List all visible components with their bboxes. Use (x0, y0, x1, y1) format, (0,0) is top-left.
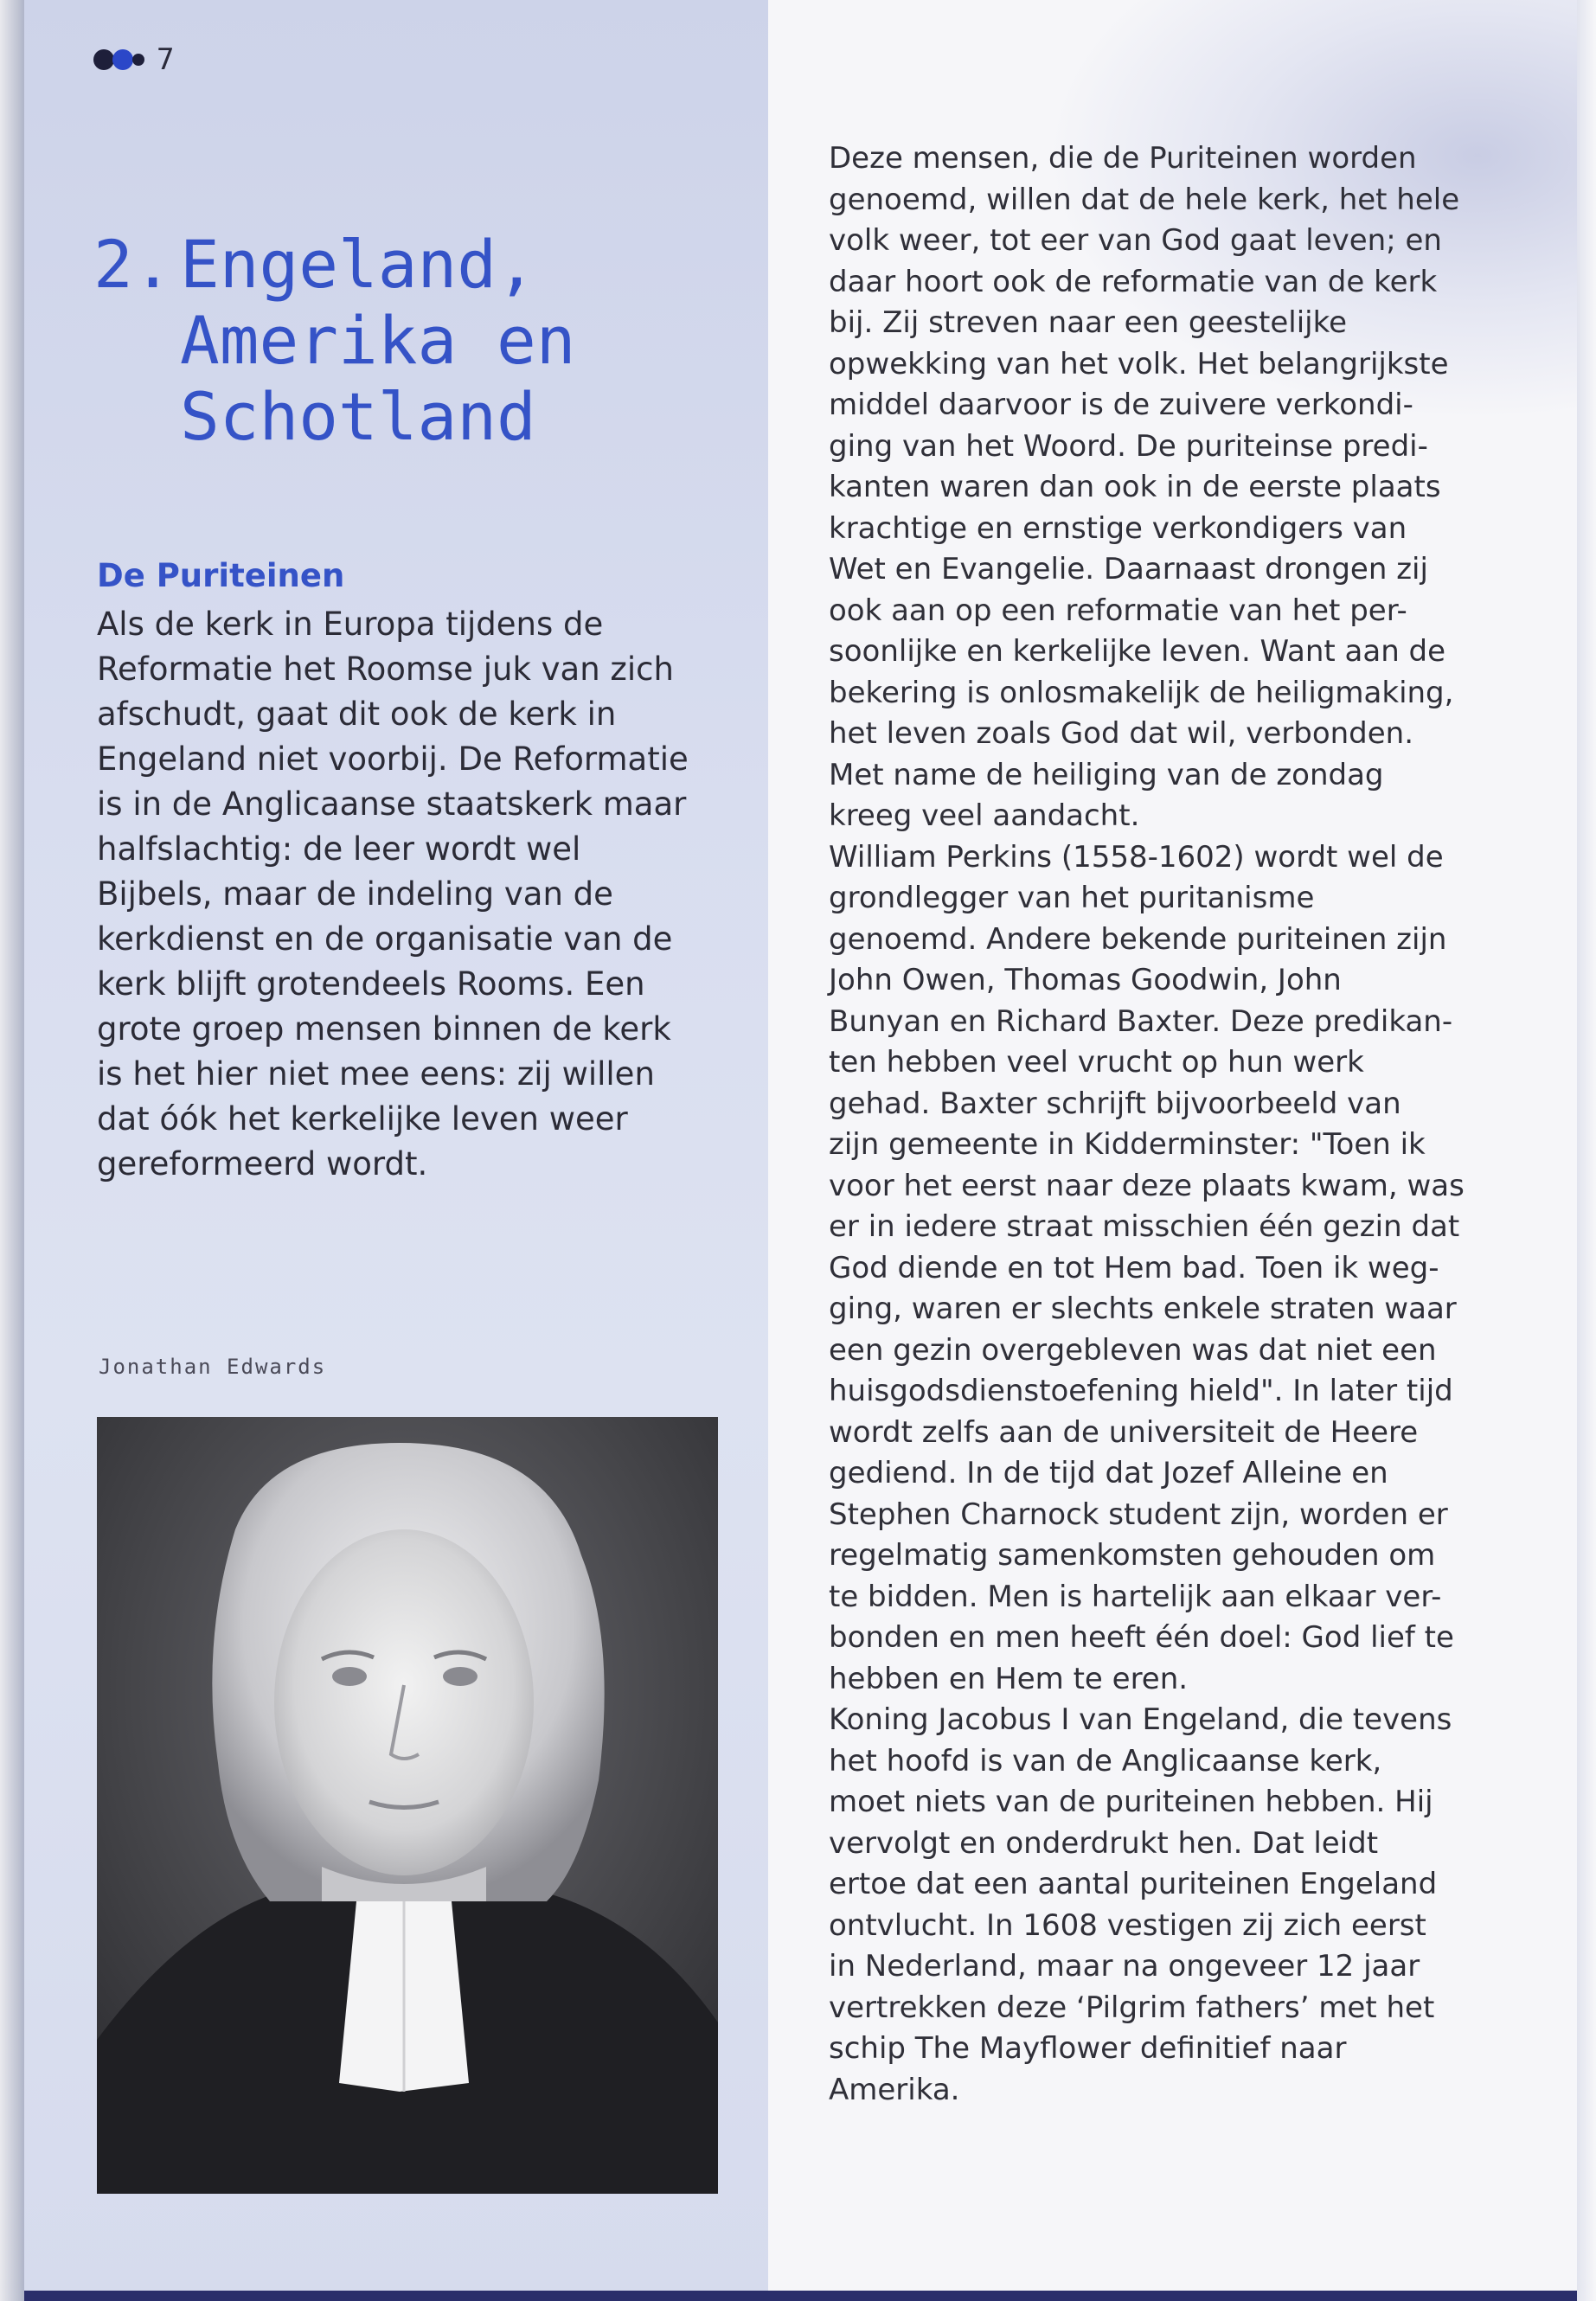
body-text-line: Stephen Charnock student zijn, worden er (829, 1497, 1448, 1532)
body-text-line: in Nederland, maar na ongeveer 12 jaar (829, 1949, 1420, 1984)
body-text-line: opwekking van het volk. Het belangrijkste (829, 346, 1449, 381)
body-text-line: kreeg veel aandacht. (829, 798, 1140, 833)
body-text-line: ging, waren er slechts enkele straten waar (829, 1292, 1457, 1326)
body-text-line: te bidden. Men is hartelijk aan elkaar ver- (829, 1579, 1442, 1614)
body-text-line: regelmatig samenkomsten gehouden om (829, 1538, 1436, 1573)
body-paragraph (829, 138, 1564, 2111)
body-text-line: wordt zelfs aan de universiteit de Heere (829, 1414, 1419, 1450)
intro-paragraph (97, 602, 754, 1187)
portrait-illustration (97, 1417, 718, 2194)
body-text-line: Amerika. (829, 2072, 960, 2107)
intro-text-line: is in de Anglicaanse staatskerk maar (97, 785, 687, 823)
body-text-line: ontvlucht. In 1608 vestigen zij zich eerst (829, 1907, 1426, 1943)
three-dots-icon (93, 49, 144, 70)
body-text-line: Wet en Evangelie. Daarnaast drongen zij (829, 552, 1428, 586)
portrait-caption: Jonathan Edwards (99, 1355, 327, 1379)
body-text-line: Bunyan en Richard Baxter. Deze predikan- (829, 1003, 1453, 1039)
intro-text-line: grote groep mensen binnen de kerk (97, 1010, 671, 1048)
chapter-number: 2. (93, 226, 173, 303)
intro-text-line: afschudt, gaat dit ook de kerk in (97, 695, 617, 733)
intro-text-line: halfslachtig: de leer wordt wel (97, 830, 581, 868)
body-text-line: kanten waren dan ook in de eerste plaats (829, 470, 1441, 504)
intro-text-line: Reformatie het Roomse juk van zich (97, 651, 674, 688)
body-text-line: vervolgt en onderdrukt hen. Dat leidt (829, 1825, 1379, 1861)
body-text-line: genoemd, willen dat de hele kerk, het hele (829, 182, 1460, 217)
intro-text-line: Engeland niet voorbij. De Reformatie (97, 740, 689, 778)
chapter-title-line: Schotland (180, 378, 536, 455)
intro-text-line: is het hier niet mee eens: zij willen (97, 1055, 655, 1093)
body-text-line: gehad. Baxter schrijft bijvoorbeeld van (829, 1086, 1401, 1121)
section-heading: De Puriteinen (97, 557, 345, 594)
portrait-image (97, 1417, 718, 2194)
page-edge (1577, 0, 1596, 2301)
intro-text-line: kerk blijft grotendeels Rooms. Een (97, 965, 645, 1003)
body-text-line: Deze mensen, die de Puriteinen worden (829, 141, 1417, 176)
body-text-line: God diende en tot Hem bad. Toen ik weg- (829, 1250, 1439, 1285)
body-text-line: gediend. In de tijd dat Jozef Alleine en (829, 1456, 1388, 1490)
body-text-line: daar hoort ook de reformatie van de kerk (829, 264, 1438, 299)
body-text-line: Met name de heiliging van de zondag (829, 757, 1384, 792)
body-text-line: ertoe dat een aantal puriteinen Engeland (829, 1867, 1438, 1901)
body-text-line: bekering is onlosmakelijk de heiligmaking, (829, 675, 1454, 710)
body-text-line: John Owen, Thomas Goodwin, John (829, 963, 1342, 997)
chapter-title-line: Amerika en (180, 302, 576, 379)
body-text-line: middel daarvoor is de zuivere verkondi- (829, 388, 1413, 422)
intro-text-line: kerkdienst en de organisatie van de (97, 920, 673, 958)
intro-text-line: Bijbels, maar de indeling van de (97, 875, 613, 913)
body-text-line: voor het eerst naar deze plaats kwam, was (829, 1168, 1465, 1203)
body-text-line: William Perkins (1558-1602) wordt wel de (829, 839, 1444, 875)
body-text-line: krachtige en ernstige verkondigers van (829, 510, 1407, 546)
intro-text-line: dat óók het kerkelijke leven weer (97, 1100, 628, 1138)
body-text-line: soonlijke en kerkelijke leven. Want aan de (829, 634, 1446, 669)
body-text-line: bonden en men heeft één doel: God lief te (829, 1620, 1454, 1655)
body-text-line: ten hebben veel vrucht op hun werk (829, 1045, 1364, 1080)
body-text-line: zijn gemeente in Kidderminster: "Toen ik (829, 1127, 1426, 1162)
chapter-title-line: Engeland, (180, 226, 536, 303)
page-number: 7 (157, 42, 175, 77)
body-text-line: het hoofd is van de Anglicaanse kerk, (829, 1743, 1382, 1779)
body-text-line: er in iedere straat misschien één gezin dat (829, 1209, 1460, 1244)
bottom-strip (24, 2291, 1577, 2301)
chapter-title-text (180, 227, 576, 455)
body-text-line: grondlegger van het puritanisme (829, 881, 1315, 915)
body-text-line: schip The Mayflower definitief naar (829, 2031, 1347, 2066)
body-text-line: hebben en Hem te eren. (829, 1661, 1189, 1696)
body-text-line: vertrekken deze ‘Pilgrim fathers’ met het (829, 1990, 1435, 2025)
intro-text-line: Als de kerk in Europa tijdens de (97, 606, 604, 643)
body-text-line: ging van het Woord. De puriteinse predi- (829, 428, 1428, 464)
body-text-line: Koning Jacobus I van Engeland, die tevens (829, 1702, 1452, 1737)
page-marker (93, 43, 174, 76)
body-text-line: volk weer, tot eer van God gaat leven; en (829, 223, 1442, 258)
body-text-line: een gezin overgebleven was dat niet een (829, 1332, 1437, 1368)
body-text-line: huisgodsdienstoefening hield". In later tijd (829, 1374, 1453, 1408)
body-text-line: ook aan op een reformatie van het per- (829, 593, 1407, 628)
body-text-line: bij. Zij streven naar een geestelijke (829, 305, 1347, 340)
chapter-title (93, 227, 576, 455)
body-text-line: genoemd. Andere bekende puriteinen zijn (829, 921, 1447, 957)
body-text-line: het leven zoals God dat wil, verbonden. (829, 716, 1414, 751)
binding-shadow (0, 0, 26, 2301)
intro-text-line: gereformeerd wordt. (97, 1145, 428, 1183)
body-text-line: moet niets van de puriteinen hebben. Hij (829, 1785, 1433, 1819)
